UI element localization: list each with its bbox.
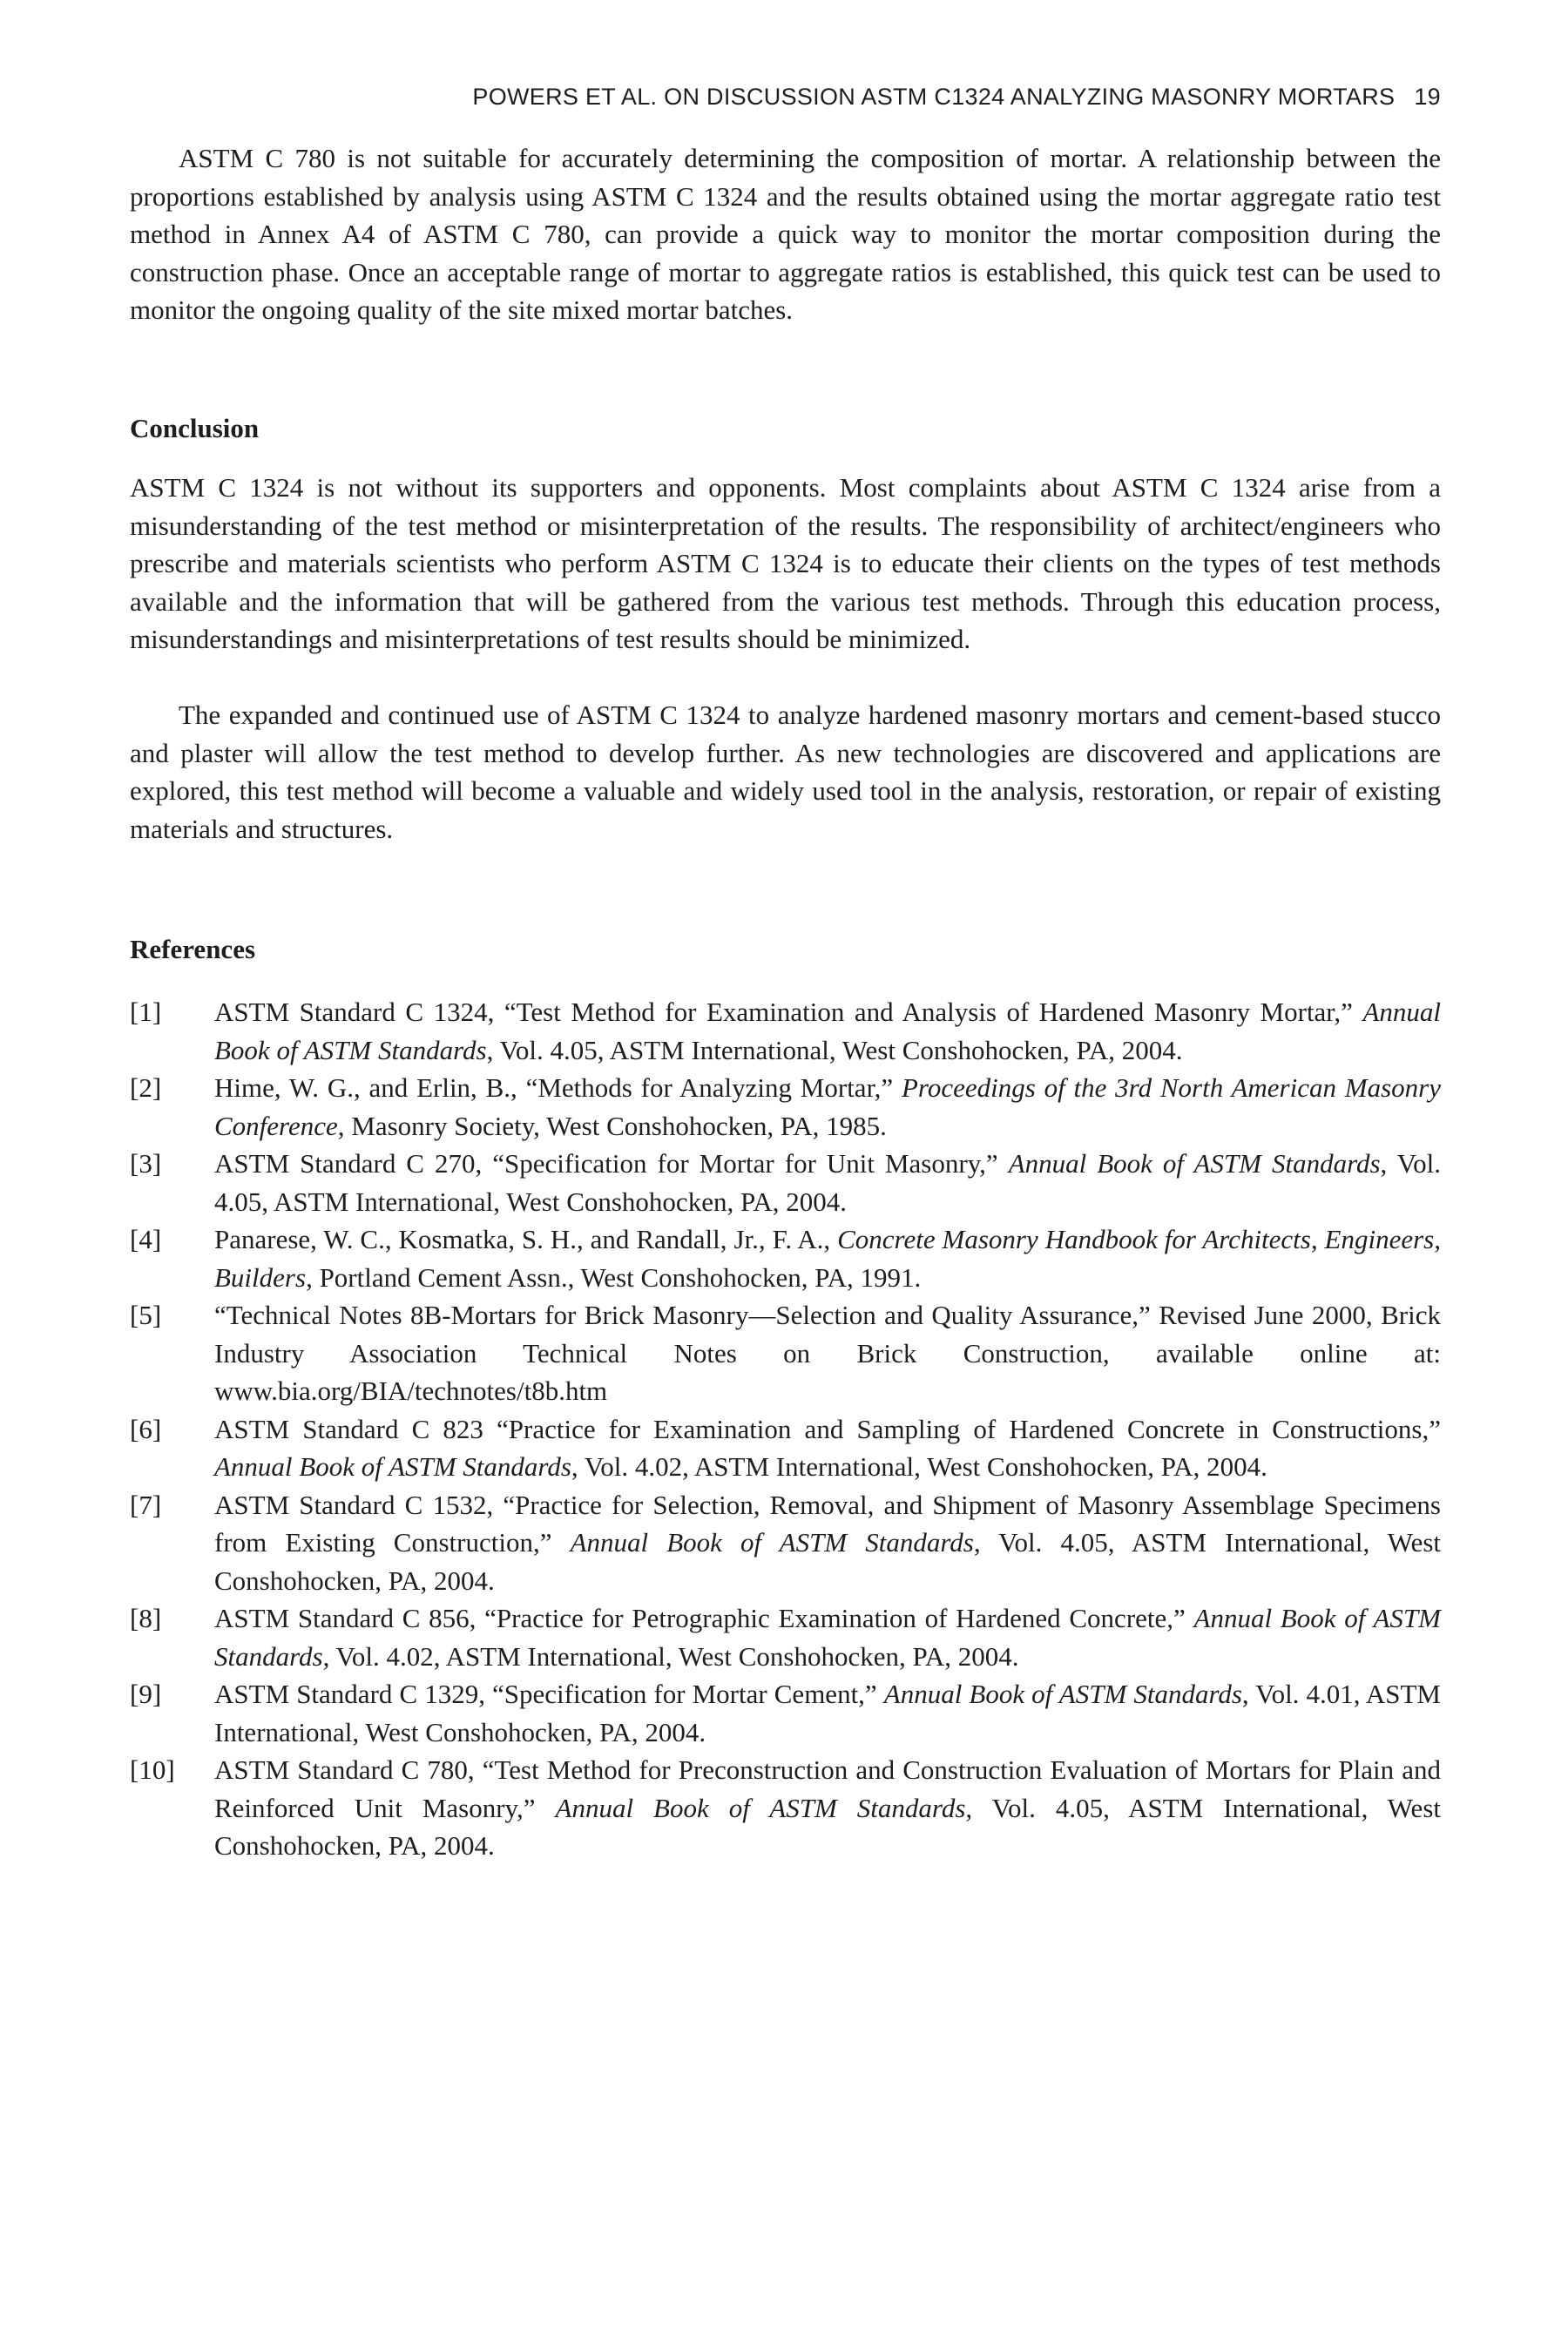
reference-text: ASTM Standard C 1329, “Specification for Mortar Cement,” [214,1679,884,1709]
reference-text: ASTM Standard C 823 “Practice for Examination and Sampling of Hardened Concrete in Constructions,” [214,1413,1441,1444]
reference-item [130,1220,1441,1296]
reference-item [130,1486,1441,1600]
reference-details: , Vol. 4.05, ASTM International, West Conshohocken, PA, 2004. [214,1148,1441,1217]
reference-source-title: Annual Book of ASTM Standards [214,997,1441,1065]
reference-text: Panarese, W. C., Kosmatka, S. H., and Randall, Jr., F. A., [214,1224,838,1254]
reference-source-title: Annual Book of ASTM Standards [214,1451,571,1482]
reference-list [130,993,1441,1865]
reference-details: , Vol. 4.05, ASTM International, West Conshohocken, PA, 2004. [486,1034,1183,1065]
conclusion-paragraph-2: The expanded and continued use of ASTM C 1324 to analyze hardened masonry mortars and cement-based stucco and plaster will allow the test method to develop further. As new technologies are discovered and applications are explored, this test method will become a valuable and widely used tool in the analysis, restoration, or repair of existing materials and structures. [130,700,1441,844]
reference-details: , Vol. 4.02, ASTM International, West Conshohocken, PA, 2004. [571,1451,1267,1482]
reference-number: [6] [130,1413,162,1444]
reference-text: ASTM Standard C 1324, “Test Method for Examination and Analysis of Hardened Masonry Mortar,” [214,997,1363,1027]
reference-item [130,1751,1441,1865]
reference-source-title: Annual Book of ASTM Standards [570,1527,974,1558]
reference-item [130,1675,1441,1751]
reference-text: ASTM Standard C 1532, “Practice for Selection, Removal, and Shipment of Masonry Assemblage Specimens from Existing Construction,” [214,1489,1441,1558]
reference-item [130,1410,1441,1486]
reference-number: [5] [130,1300,162,1330]
reference-text: Hime, W. G., and Erlin, B., “Methods for Analyzing Mortar,” [214,1072,902,1103]
references-heading: References [130,934,256,964]
reference-item [130,993,1441,1069]
reference-item [130,1069,1441,1145]
reference-source-title: Annual Book of ASTM Standards [214,1603,1441,1672]
reference-details: , Masonry Society, West Conshohocken, PA, 1985. [337,1110,887,1141]
reference-details: , Portland Cement Assn., West Conshohocken, PA, 1991. [306,1261,922,1293]
reference-source-title: Annual Book of ASTM Standards [555,1792,966,1823]
conclusion-paragraph-1: ASTM C 1324 is not without its supporters and opponents. Most complaints about ASTM C 1324 arise from a misunderstanding of the test method or misinterpretation of the results. The responsibility of architect/engineers who prescribe and materials scientists who perform ASTM C 1324 is to educate their clients on the types of test methods available and the information that will be gathered from the various test methods. Through this education process, misunderstandings and misinterpretations of test results should be minimized. [130,472,1441,654]
conclusion-heading: Conclusion [130,413,260,443]
reference-item [130,1145,1441,1220]
reference-details: , Vol. 4.05, ASTM International, West Conshohocken, PA, 2004. [214,1527,1442,1596]
reference-item [130,1296,1441,1410]
reference-number: [8] [130,1603,162,1633]
page-number: 19 [1414,84,1441,110]
reference-source-title: Annual Book of ASTM Standards [883,1679,1242,1709]
reference-item [130,1599,1441,1675]
reference-text: ASTM Standard C 270, “Specification for Mortar for Unit Masonry,” [214,1148,1009,1179]
running-title: POWERS ET AL. ON DISCUSSION ASTM C1324 ANALYZING MASONRY MORTARS [472,84,1396,110]
reference-number: [10] [130,1754,175,1785]
reference-number: [1] [130,997,162,1027]
reference-details: , Vol. 4.02, ASTM International, West Conshohocken, PA, 2004. [322,1640,1019,1672]
reference-number: [7] [130,1489,162,1520]
reference-number: [2] [130,1072,162,1103]
reference-source-title: Annual Book of ASTM Standards [1008,1148,1381,1179]
intro-paragraph: ASTM C 780 is not suitable for accurately determining the composition of mortar. A relationship between the proportions established by analysis using ASTM C 1324 and the results obtained using the mortar aggregate ratio test method in Annex A4 of ASTM C 780, can provide a quick way to monitor the mortar composition during the construction phase. Once an acceptable range of mortar to aggregate ratios is established, this quick test can be used to monitor the ongoing quality of the site mixed mortar batches. [130,143,1441,325]
reference-text: “Technical Notes 8B-Mortars for Brick Masonry—Selection and Quality Assurance,” Revised June 2000, Brick Industry Association Technical Notes on Brick Construction, available online at: www.bia.org/BIA/technotes/t8b.htm [214,1300,1441,1406]
reference-text: ASTM Standard C 856, “Practice for Petrographic Examination of Hardened Concrete,” [214,1603,1194,1633]
reference-details: , Vol. 4.05, ASTM International, West Conshohocken, PA, 2004. [214,1792,1441,1861]
reference-number: [9] [130,1679,162,1709]
reference-source-title: Concrete Masonry Handbook for Architects, Engineers, Builders [214,1224,1441,1293]
reference-number: [4] [130,1224,162,1254]
reference-text: ASTM Standard C 780, “Test Method for Preconstruction and Construction Evaluation of Mortars for Plain and Reinforced Unit Masonry,” [214,1754,1441,1823]
reference-source-title: Proceedings of the 3rd North American Masonry Conference [214,1072,1441,1141]
running-header [472,84,1441,111]
reference-number: [3] [130,1148,162,1179]
reference-details: , Vol. 4.01, ASTM International, West Conshohocken, PA, 2004. [214,1679,1441,1747]
